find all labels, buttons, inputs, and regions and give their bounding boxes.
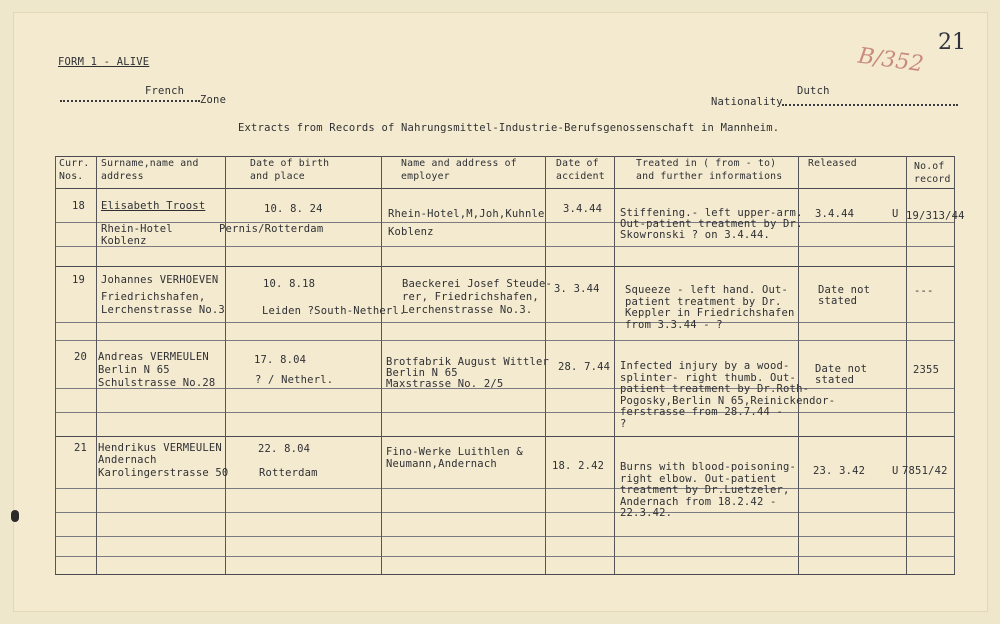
row-record-number: --- <box>914 285 934 297</box>
row-address: Friedrichshafen, Lerchenstrasse No.3 <box>101 291 225 316</box>
row-treatment: Stiffening.- left upper-arm. Out-patient treatment by Dr. Skowronski ? on 3.4.44. <box>620 207 803 241</box>
row-number: 20 <box>74 351 88 363</box>
row-record-number: 19/313/44 <box>906 210 965 222</box>
header-released: Released <box>808 158 857 169</box>
row-name: Andreas VERMEULEN <box>98 351 209 363</box>
nationality-label: Nationality <box>711 96 783 108</box>
row-separator <box>55 340 955 341</box>
pencil-note: B/352 <box>856 43 925 78</box>
row-separator <box>55 266 955 267</box>
table-bottom-border <box>55 574 955 575</box>
nationality-dotted-line <box>782 104 958 106</box>
form-label: FORM 1 - ALIVE <box>58 56 150 68</box>
row-accident-date: 3. 3.44 <box>554 283 600 295</box>
header-curr-nos: Curr. Nos. <box>59 158 90 182</box>
row-number: 19 <box>72 274 86 286</box>
row-employer: Brotfabrik August Wittler Berlin N 65 Maxstrasse No. 2/5 <box>386 356 550 390</box>
row-address: Rhein-Hotel Koblenz <box>101 223 173 247</box>
row-separator <box>55 436 955 437</box>
column-border <box>55 156 56 574</box>
row-name: Elisabeth Troost <box>101 200 206 212</box>
row-treatment: Squeeze - left hand. Out- patient treatment by Dr. Keppler in Friedrichshafen from 3.3.44 - ? <box>625 284 795 331</box>
row-separator <box>55 322 955 323</box>
row-released: Date not stated <box>818 284 871 307</box>
row-accident-date: 18. 2.42 <box>552 460 605 472</box>
row-birth-place: Pernis/Rotterdam <box>219 223 324 235</box>
row-accident-date: 3.4.44 <box>563 203 603 215</box>
row-flag: U <box>892 208 899 220</box>
row-record-number: 7851/42 <box>902 465 948 477</box>
row-employer: Rhein-Hotel,M,Joh,Kuhnle Koblenz <box>388 208 545 238</box>
zone-label: Zone <box>200 94 227 106</box>
extract-title: Extracts from Records of Nahrungsmittel-Industrie-Berufsgenossenschaft in Mannheim. <box>238 122 780 134</box>
row-separator <box>55 556 955 557</box>
row-treatment: Burns with blood-poisoning- right elbow. Out-patient treatment by Dr.Luetzeler, Andernach from 18.2.42 - 22.3.42. <box>620 461 797 519</box>
row-separator <box>55 512 955 513</box>
header-record: No.of record <box>914 161 951 185</box>
row-birth-date: 10. 8. 24 <box>264 203 323 215</box>
row-treatment: Infected injury by a wood- splinter- right thumb. Out- patient treatment by Dr.Roth- Pogosky,Berlin N 65,Reinickendor- ferstrasse from 28.7.44 - ? <box>620 360 836 430</box>
row-birth-date: 17. 8.04 <box>254 354 307 366</box>
row-released: Date not stated <box>815 363 868 386</box>
header-bottom-border <box>55 188 955 189</box>
header-accident: Date of accident <box>556 158 605 182</box>
column-border <box>225 156 226 574</box>
row-number: 21 <box>74 442 88 454</box>
row-employer: Fino-Werke Luithlen & Neumann,Andernach <box>386 446 523 470</box>
row-address: Andernach Karolingerstrasse 50 <box>98 454 229 479</box>
column-border <box>381 156 382 574</box>
zone-dotted-line <box>60 100 200 102</box>
column-border <box>96 156 97 574</box>
row-released: 23. 3.42 <box>813 465 866 477</box>
column-border <box>614 156 615 574</box>
row-released: 3.4.44 <box>815 208 855 220</box>
row-separator <box>55 246 955 247</box>
row-birth-place: Leiden ?South-Netherl. <box>262 305 406 317</box>
header-name: Surname,name and address <box>101 158 199 182</box>
row-address: Berlin N 65 Schulstrasse No.28 <box>98 364 216 389</box>
header-treated: Treated in ( from - to) and further informations <box>636 158 783 182</box>
row-birth-place: ? / Netherl. <box>255 374 334 386</box>
header-birth: Date of birth and place <box>250 158 330 182</box>
zone-value: French <box>145 85 185 97</box>
header-employer: Name and address of employer <box>401 158 517 182</box>
row-flag: U <box>892 465 899 477</box>
row-record-number: 2355 <box>913 364 940 376</box>
row-number: 18 <box>72 200 86 212</box>
row-separator <box>55 488 955 489</box>
row-accident-date: 28. 7.44 <box>558 361 611 373</box>
row-employer: Baeckerei Josef Steude- rer, Friedrichshafen, Lerchenstrasse No.3. <box>402 278 552 316</box>
row-separator <box>55 536 955 537</box>
row-birth-place: Rotterdam <box>259 467 318 479</box>
punch-mark <box>11 510 19 522</box>
row-birth-date: 10. 8.18 <box>263 278 316 290</box>
page-number: 21 <box>938 30 966 55</box>
nationality-value: Dutch <box>797 85 830 97</box>
row-name: Hendrikus VERMEULEN <box>98 442 222 454</box>
row-birth-date: 22. 8.04 <box>258 443 311 455</box>
row-name: Johannes VERHOEVEN <box>101 274 219 286</box>
